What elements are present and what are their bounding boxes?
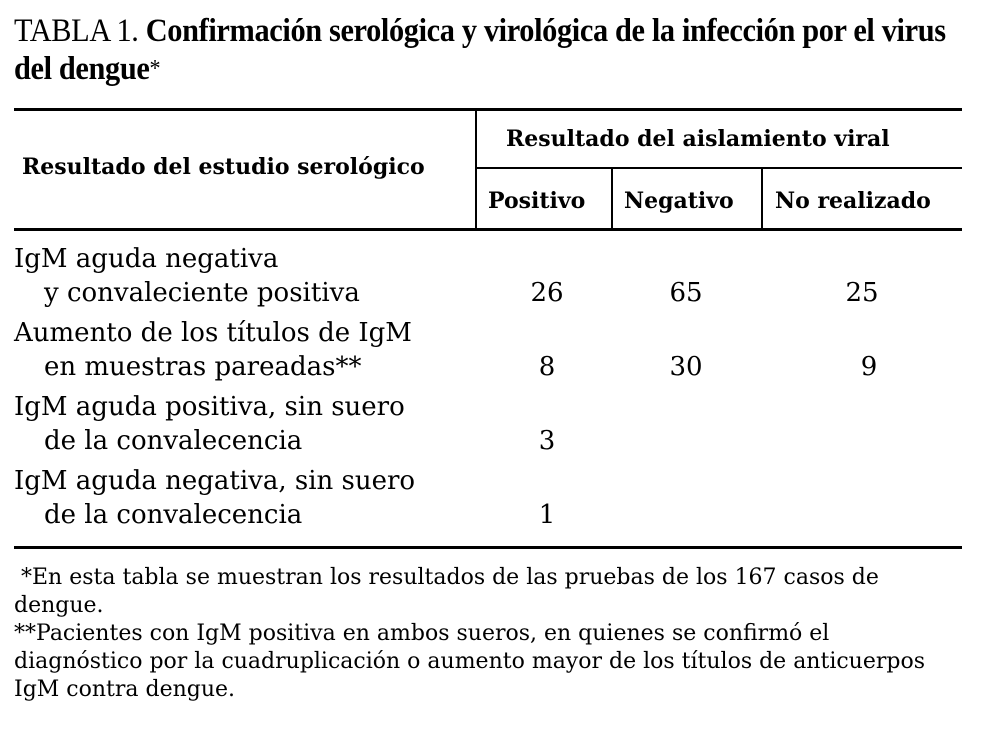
cell-positivo: 26 [530, 278, 564, 308]
cell-negativo: 30 [669, 352, 703, 382]
header-divider-col1 [611, 169, 613, 229]
row-label-line2: en muestras pareadas** [44, 352, 362, 382]
group-header-rule [477, 167, 962, 169]
row-label-line1: IgM aguda negativa, sin suero [14, 466, 416, 496]
row-label-line1: Aumento de los títulos de IgM [14, 318, 412, 348]
footnote-1: *En esta tabla se muestran los resultados de las pruebas de los 167 casos de dengue. [14, 565, 879, 618]
cell-positivo: 1 [538, 500, 556, 530]
header-divider-col2 [761, 169, 763, 229]
row-label-line1: IgM aguda positiva, sin suero [14, 392, 405, 422]
title-footnote-mark: * [149, 56, 161, 82]
row-header: Resultado del estudio serológico [22, 154, 425, 180]
cell-no-realizado: 25 [845, 278, 879, 308]
table-number: TABLA 1. [14, 13, 139, 49]
top-rule [14, 108, 962, 111]
column-header-positivo: Positivo [488, 188, 586, 214]
cell-no-realizado: 9 [860, 352, 878, 382]
header-divider-main [475, 111, 477, 229]
footnote-2: **Pacientes con IgM positiva en ambos sueros, en quienes se confirmó el diagnóstico por la cuadruplicación o aumento mayor de los títulos de anticuerpos IgM contra dengue. [14, 621, 926, 702]
column-header-no-realizado: No realizado [775, 188, 931, 214]
header-bottom-rule [14, 228, 962, 231]
table-title [14, 12, 962, 88]
cell-positivo: 3 [538, 426, 556, 456]
table-caption: Confirmación serológica y virológica de la infección por el virus del dengue [14, 13, 946, 87]
cell-positivo: 8 [538, 352, 556, 382]
group-header: Resultado del aislamiento viral [506, 126, 890, 152]
table-document [14, 12, 962, 702]
row-label-line1: IgM aguda negativa [14, 244, 279, 274]
footnotes [14, 564, 962, 704]
bottom-rule [14, 546, 962, 549]
column-header-negativo: Negativo [624, 188, 734, 214]
row-label-line2: y convaleciente positiva [44, 278, 360, 308]
row-label-line2: de la convalecencia [44, 426, 303, 456]
row-label-line2: de la convalecencia [44, 500, 303, 530]
cell-negativo: 65 [669, 278, 703, 308]
